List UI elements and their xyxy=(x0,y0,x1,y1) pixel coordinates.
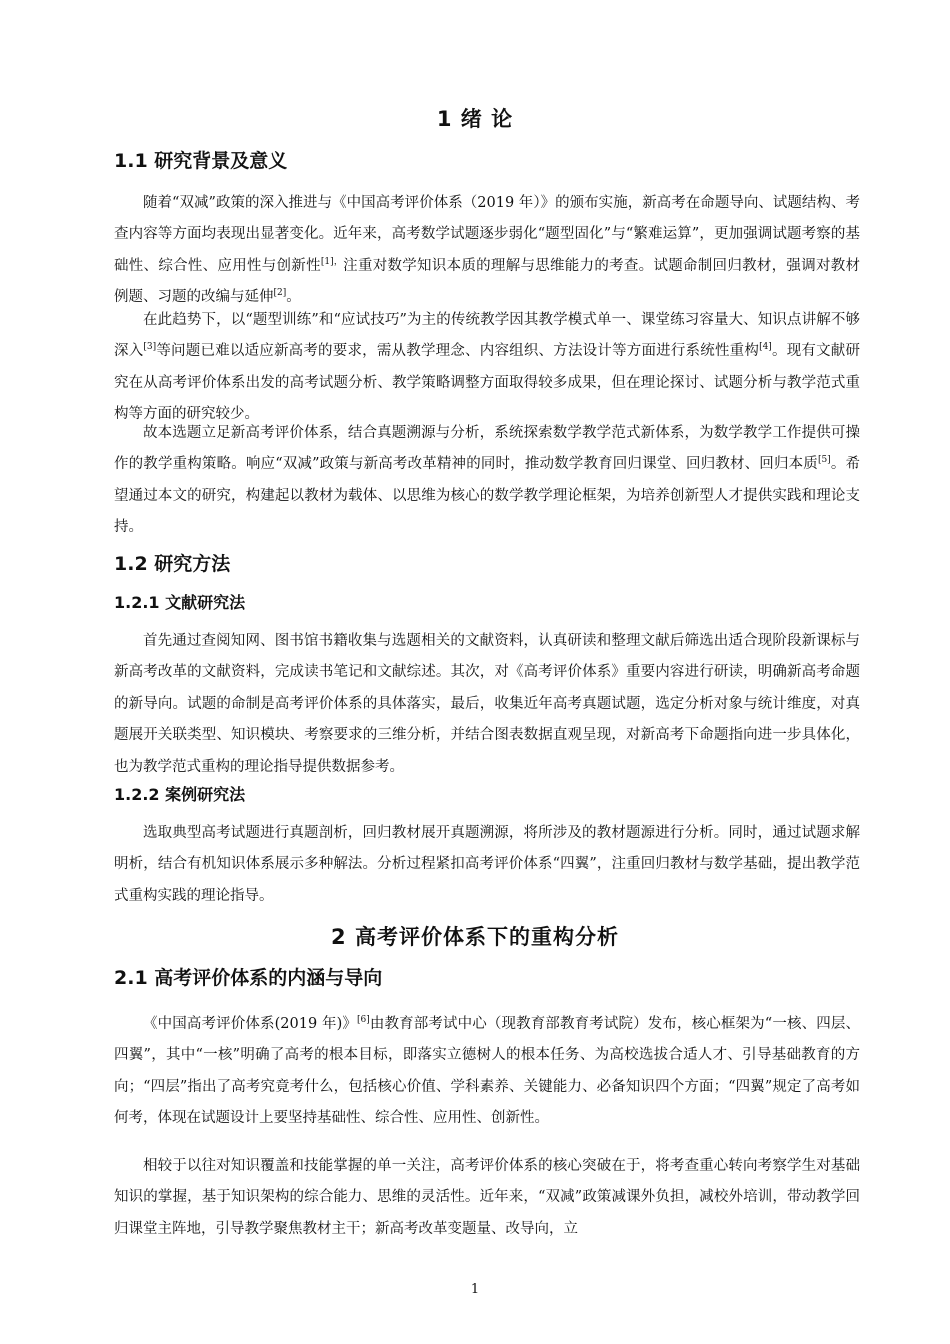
paragraph-purpose xyxy=(114,418,860,544)
paragraph-case-method: 选取典型高考试题进行真题剖析，回归教材展开真题溯源，将所涉及的教材题源进行分析。同时，通过试题求解明析，结合有机知识体系展示多种解法。分析过程紧扣高考评价体系“四翼”，注重回归教材与数学基础，提出教学范式重构实践的理论指导。 xyxy=(114,825,860,904)
text-run: 由教育部考试中心（现教育部教育考试院）发布，核心框架为“一核、四层、四翼”，其中“一核”明确了高考的根本目标，即落实立德树人的根本任务、为高校选拔合适人才、引导基础教育的方向；“四层”指出了高考究竟考什么，包括核心价值、学科素养、关键能力、必备知识四个方面；“四翼”规定了高考如何考，体现在试题设计上要坚持基础性、综合性、应用性、创新性。 xyxy=(114,1016,860,1127)
text-run: 。现有文献研究在从高考评价体系出发的高考试题分析、教学策略调整方面取得较多成果，但在理论探讨、试题分析与教学范式重构等方面的研究较少。 xyxy=(114,343,861,423)
text-run: 故本选题立足新高考评价体系，结合真题溯源与分析，系统探索数学教学范式新体系，为数学教学工作提供可操作的教学重构策略。响应“双减”政策与新高考改革精神的同时，推动数学教育回归课堂、回归教材、回归本质 xyxy=(114,425,860,473)
text-run: 注重对数学知识本质的理解与思维能力的考查。试题命制回归教材，强调对教材例题、习题的改编与延伸 xyxy=(114,257,861,306)
section-1-2-2-title: 1.2.2 案例研究法 xyxy=(114,785,246,804)
text-run: 。 xyxy=(286,289,301,306)
section-2-1-title: 2.1 高考评价体系的内涵与导向 xyxy=(114,967,383,989)
text-run: 在此趋势下，以“题型训练”和“应试技巧”为主的传统教学因其教学模式单一、课堂练习容量大、知识点讲解不够深入 xyxy=(114,312,860,360)
text-run: 《中国高考评价体系(2019 年)》 xyxy=(143,1016,357,1032)
paragraph-background xyxy=(114,188,860,314)
citation-5: [5] xyxy=(817,455,831,466)
section-1-2-title: 1.2 研究方法 xyxy=(114,553,231,575)
chapter-1-title: 1 绪 论 xyxy=(436,107,514,131)
citation-3: [3] xyxy=(143,342,157,353)
citation-2: [2] xyxy=(273,288,287,299)
text-run: 。希望通过本文的研究，构建起以教材为载体、以思维为核心的数学教学理论框架，为培养创新型人才提供实践和理论支持。 xyxy=(114,456,860,536)
page-number: 1 xyxy=(470,1282,480,1297)
citation-6: [6] xyxy=(356,1015,370,1026)
paragraph-evaluation-system xyxy=(114,1009,860,1135)
chapter-2-title: 2 高考评价体系下的重构分析 xyxy=(331,925,619,949)
paragraph-literature-method: 首先通过查阅知网、图书馆书籍收集与选题相关的文献资料，认真研读和整理文献后筛选出适合现阶段新课标与新高考改革的文献资料，完成读书笔记和文献综述。其次，对《高考评价体系》重要内容进行研读，明确新高考命题的新导向。试题的命制是高考评价体系的具体落实，最后，收集近年高考真题试题，选定分析对象与统计维度，对真题展开关联类型、知识模块、考察要求的三维分析，并结合图表数据直观呈现，对新高考下命题指向进一步具体化，也为教学范式重构的理论指导提供数据参考。 xyxy=(114,633,860,775)
paragraph-trend xyxy=(114,305,860,431)
paragraph-evaluation-shift: 相较于以往对知识覆盖和技能掌握的单一关注，高考评价体系的核心突破在于，将考查重心转向考察学生对基础知识的掌握，基于知识架构的综合能力、思维的灵活性。近年来，“双减”政策减课外负担，减校外培训，带动教学回归课堂主阵地，引导教学聚焦教材主干；新高考改革变题量、改导向，立 xyxy=(114,1158,860,1237)
text-run: 随着“双减”政策的深入推进与《中国高考评价体系（2019 年）》的颁布实施，新高考在命题导向、试题结构、考查内容等方面均表现出显著变化。近年来，高考数学试题逐步弱化“题型固化”与“繁难运算”，更加强调试题考察的基础性、综合性、应用性与创新性 xyxy=(114,195,860,274)
section-1-2-1-title: 1.2.1 文献研究法 xyxy=(114,593,246,612)
citation-1: [1]， xyxy=(320,256,344,267)
text-run: 等问题已难以适应新高考的要求，需从教学理念、内容组织、方法设计等方面进行系统性重构 xyxy=(156,343,760,360)
section-1-1-title: 1.1 研究背景及意义 xyxy=(114,150,288,172)
citation-4: [4] xyxy=(759,342,772,353)
